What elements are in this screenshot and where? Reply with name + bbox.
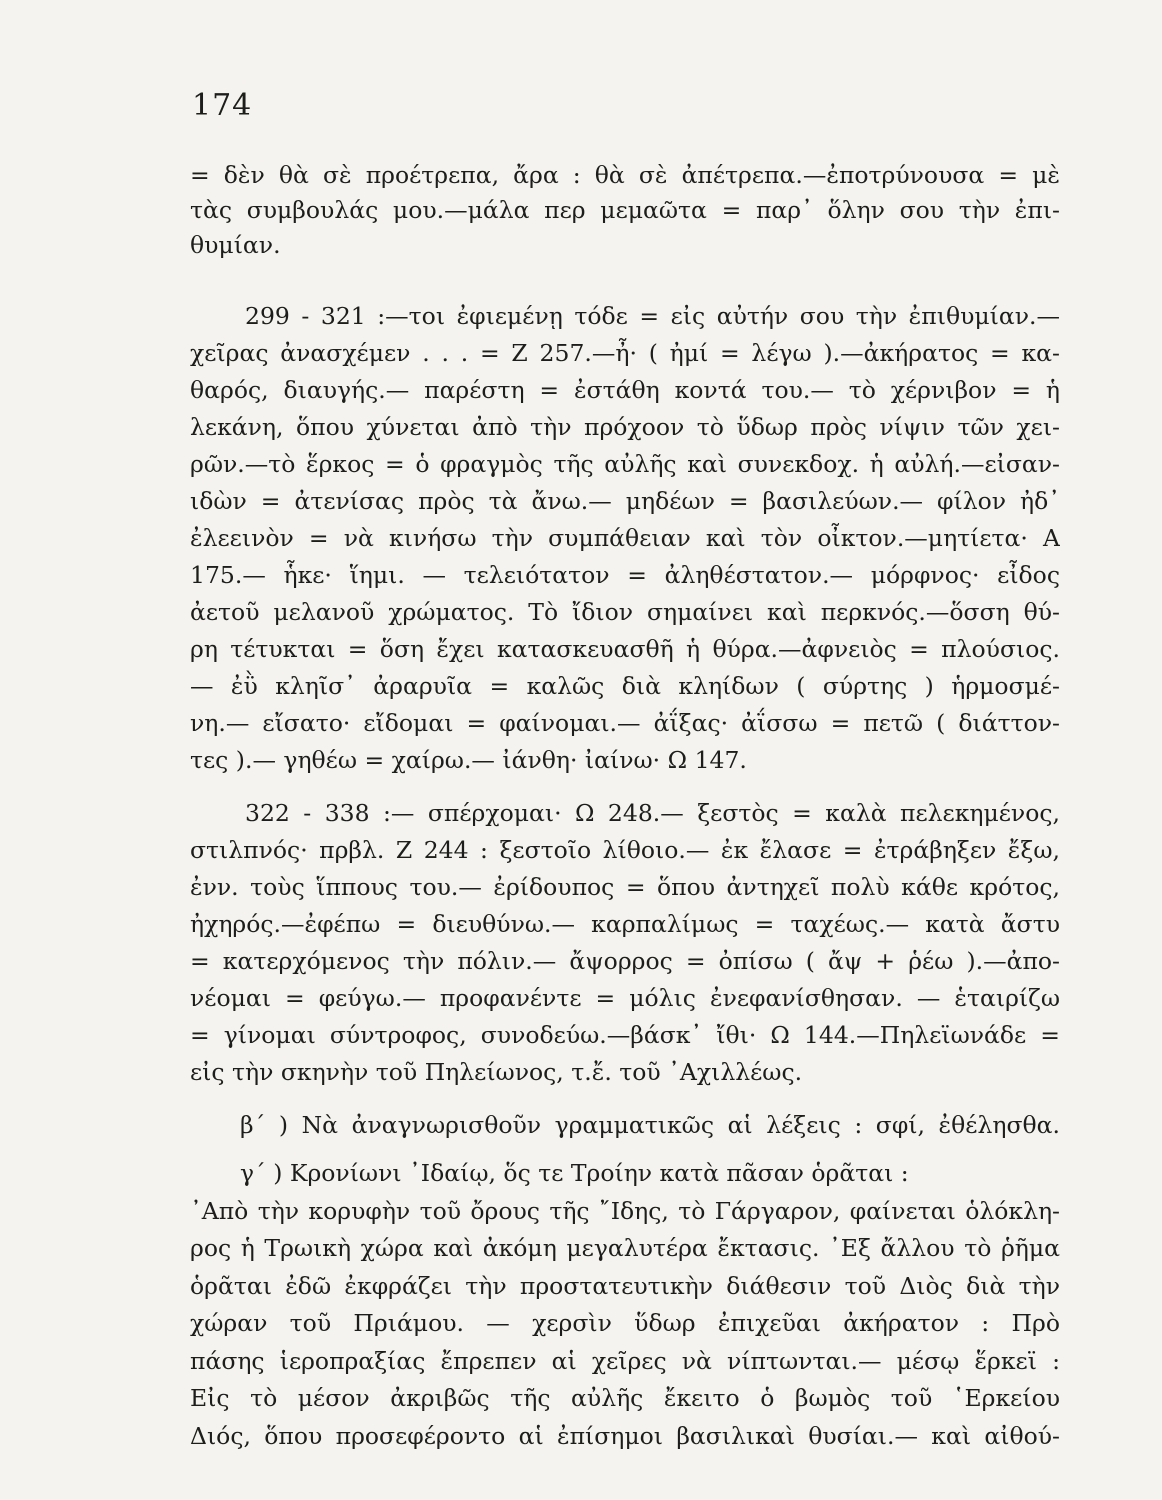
text-line: ρῶν.—τὸ ἕρκος = ὁ φραγμὸς τῆς αὐλῆς καὶ συνεκδοχ. ἡ αὐλή.—εἰσαν-	[190, 450, 1060, 478]
paragraph-exercise-b	[190, 1108, 1060, 1143]
paragraph-exercise-c	[190, 1155, 1060, 1455]
text-line: λεκάνη, ὅπου χύνεται ἀπὸ τὴν πρόχοον τὸ ὕδωρ πρὸς νίψιν τῶν χει-	[190, 413, 1060, 441]
text-line: 175.— ἧκε· ἵημι. — τελειότατον = ἀληθέστατον.— μόρφνος· εἶδος	[190, 561, 1060, 589]
text-line: χώραν τοῦ Πριάμου. — χερσὶν ὕδωρ ἐπιχεῦαι ἀκήρατον : Πρὸ	[190, 1309, 1060, 1337]
text-line: τες ).— γηθέω = χαίρω.— ἰάνθη· ἰαίνω· Ω 147.	[190, 746, 747, 774]
text-line: ρη τέτυκται = ὅση ἔχει κατασκευασθῆ ἡ θύρα.—ἀφνειὸς = πλούσιος.	[190, 635, 1060, 663]
paragraph-glosses-end	[190, 158, 1060, 263]
text-line: νέομαι = φεύγω.— προφανέντε = μόλις ἐνεφανίσθησαν. — ἑταιρίζω	[190, 984, 1060, 1012]
text-line: θυμίαν.	[190, 231, 281, 259]
text-line: Διός, ὅπου προσεφέροντο αἱ ἐπίσημοι βασιλικαὶ θυσίαι.— καὶ αἰθού-	[190, 1421, 1060, 1450]
text-line: 322 - 338 :— σπέρχομαι· Ω 248.— ξεστὸς = καλὰ πελεκημένος,	[245, 799, 1060, 827]
page-number: 174	[192, 88, 253, 123]
text-line: στιλπνός· πρβλ. Ζ 244 : ξεστοῖο λίθοιο.— ἐκ ἔλασε = ἐτράβηξεν ἔξω,	[190, 836, 1060, 864]
text-line: = δὲν θὰ σὲ προέτρεπα, ἄρα : θὰ σὲ ἀπέτρεπα.—ἐποτρύνουσα = μὲ	[190, 161, 1060, 189]
text-line: ἠχηρός.—ἐφέπω = διευθύνω.— καρπαλίμως = ταχέως.— κατὰ ἄστυ	[190, 910, 1060, 938]
text-line: Εἰς τὸ μέσον ἀκριβῶς τῆς αὐλῆς ἔκειτο ὁ βωμὸς τοῦ ῾Ερκείου	[190, 1384, 1060, 1412]
paragraph-verses-299-321	[190, 298, 1060, 779]
text-line: 299 - 321 :—τοι ἐφιεμένῃ τόδε = εἰς αὐτήν σου τὴν ἐπιθυμίαν.—	[245, 302, 1060, 330]
text-line: ἐλεεινὸν = νὰ κινήσω τὴν συμπάθειαν καὶ τὸν οἶκτον.—μητίετα· Α	[190, 524, 1060, 552]
paragraph-verses-322-338	[190, 795, 1060, 1091]
text-line: = γίνομαι σύντροφος, συνοδεύω.—βάσκ᾽ ἴθι· Ω 144.—Πηλεϊωνάδε =	[190, 1021, 1060, 1049]
text-line: ἀετοῦ μελανοῦ χρώματος. Τὸ ἴδιον σημαίνει καὶ περκνός.—ὅσση θύ-	[190, 598, 1060, 626]
text-line: ρος ἡ Τρωικὴ χώρα καὶ ἀκόμη μεγαλυτέρα ἔκτασις. ᾽Εξ ἄλλου τὸ ῥῆμα	[190, 1234, 1060, 1262]
text-line: ᾽Απὸ τὴν κορυφὴν τοῦ ὄρους τῆς ῎Ιδης, τὸ Γάργαρον, φαίνεται ὁλόκλη-	[190, 1196, 1060, 1225]
text-line: πάσης ἱεροπραξίας ἔπρεπεν αἱ χεῖρες νὰ νίπτωνται.— μέσῳ ἕρκεϊ :	[190, 1346, 1060, 1375]
text-line: = κατερχόμενος τὴν πόλιν.— ἄψορρος = ὀπίσω ( ἄψ + ῥέω ).—ἀπο-	[190, 947, 1060, 975]
text-line: — ἐῢ κληῖσ᾽ ἀραρυῖα = καλῶς διὰ κληίδων ( σύρτης ) ἡρμοσμέ-	[190, 672, 1060, 700]
text-line: εἰς τὴν σκηνὴν τοῦ Πηλείωνος, τ.ἔ. τοῦ ᾽Αχιλλέως.	[190, 1058, 803, 1086]
text-line: β΄ ) Νὰ ἀναγνωρισθοῦν γραμματικῶς αἱ λέξεις : σφί, ἐθέλησθα.	[240, 1111, 1060, 1139]
text-line: θαρός, διαυγής.— παρέστη = ἐστάθη κοντά του.— τὸ χέρνιβον = ἡ	[190, 376, 1060, 404]
text-line: νη.— εἴσατο· εἴδομαι = φαίνομαι.— ἀΐξας· ἀΐσσω = πετῶ ( διάττον-	[190, 709, 1060, 737]
text-line: χεῖρας ἀνασχέμεν . . . = Ζ 257.—ἦ· ( ἠμί = λέγω ).—ἀκήρατος = κα-	[190, 339, 1060, 367]
text-line: γ΄ ) Κρονίωνι ᾽Ιδαίῳ, ὅς τε Τροίην κατὰ πᾶσαν ὁρᾶται :	[240, 1159, 909, 1187]
text-line: ιδὼν = ἀτενίσας πρὸς τὰ ἄνω.— μηδέων = βασιλεύων.— φίλον ἠδ᾽	[190, 487, 1060, 515]
text-line: ὁρᾶται ἐδῶ ἐκφράζει τὴν προστατευτικὴν διάθεσιν τοῦ Διὸς διὰ τὴν	[190, 1271, 1060, 1300]
text-line: τὰς συμβουλάς μου.—μάλα περ μεμαῶτα = παρ᾽ ὅλην σου τὴν ἐπι-	[190, 196, 1060, 224]
text-line: ἐνν. τοὺς ἵππους του.— ἐρίδουπος = ὅπου ἀντηχεῖ πολὺ κάθε κρότος,	[190, 873, 1060, 901]
